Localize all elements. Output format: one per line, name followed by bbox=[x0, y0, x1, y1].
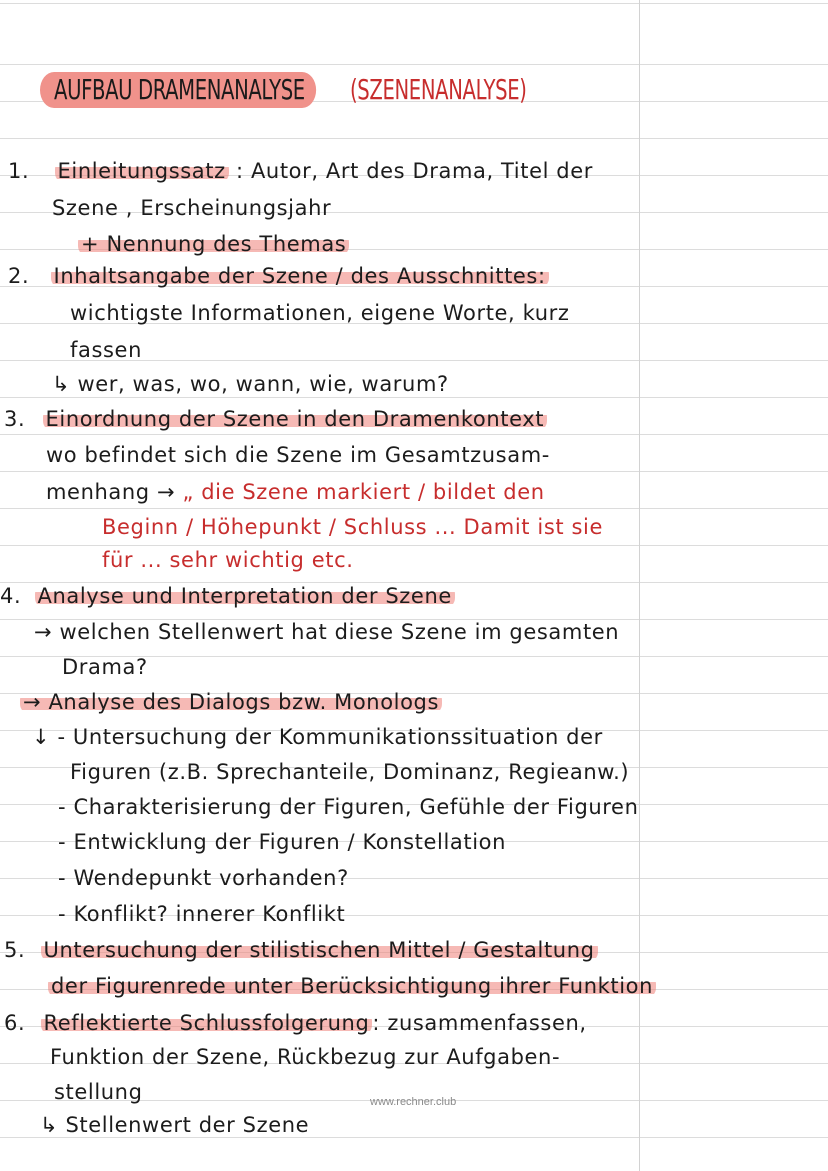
note-line: Drama? bbox=[62, 655, 148, 679]
note-line bbox=[48, 971, 656, 1001]
note-line: fassen bbox=[70, 338, 142, 362]
section-6-heading bbox=[4, 1008, 587, 1038]
note-line: - Charakterisierung der Figuren, Gefühle der Figuren bbox=[58, 795, 639, 819]
section-number: 6. bbox=[4, 1011, 26, 1035]
section-3-heading bbox=[4, 404, 547, 434]
note-line: - Konflikt? innerer Konflikt bbox=[58, 902, 346, 926]
note-line: wo befindet sich die Szene im Gesamtzusam- bbox=[46, 443, 550, 467]
highlight-inhaltsangabe: Inhaltsangabe der Szene / des Ausschnittes: bbox=[51, 264, 549, 288]
note-line: ↓ - Untersuchung der Kommunikationssituation der bbox=[32, 725, 603, 749]
note-line: stellung bbox=[54, 1080, 143, 1104]
section-number: 2. bbox=[8, 264, 30, 288]
note-line: ↳ Stellenwert der Szene bbox=[40, 1113, 310, 1137]
note-text: : Autor, Art des Drama, Titel der bbox=[228, 159, 593, 183]
section-number: 4. bbox=[0, 584, 22, 608]
note-line: - Entwicklung der Figuren / Konstellation bbox=[58, 830, 506, 854]
section-4-heading bbox=[0, 581, 455, 611]
highlight-analyse: Analyse und Interpretation der Szene bbox=[35, 584, 455, 608]
note-line bbox=[46, 477, 545, 507]
note-line: wichtigste Informationen, eigene Worte, kurz bbox=[70, 301, 570, 325]
section-5-heading bbox=[4, 935, 598, 965]
watermark: www.rechner.club bbox=[370, 1096, 457, 1108]
note-line: Szene , Erscheinungsjahr bbox=[52, 196, 332, 220]
note-line: ↳ wer, was, wo, wann, wie, warum? bbox=[52, 372, 449, 396]
section-2-heading bbox=[8, 261, 549, 291]
note-line bbox=[78, 229, 349, 259]
highlight-stilmittel: Untersuchung der stilistischen Mittel / Gestaltung bbox=[41, 938, 598, 962]
highlight-dialog: → Analyse des Dialogs bzw. Monologs bbox=[20, 690, 442, 714]
note-text: : zusammenfassen, bbox=[372, 1011, 587, 1035]
highlight-schlussfolgerung: Reflektierte Schlussfolgerung bbox=[41, 1011, 373, 1035]
page-subtitle: (SZENENANALYSE) bbox=[350, 73, 527, 106]
note-line: Figuren (z.B. Sprechanteile, Dominanz, Regieanw.) bbox=[70, 760, 630, 784]
highlight-dramenkontext: Einordnung der Szene in den Dramenkontext bbox=[43, 407, 548, 431]
highlight-thema: + Nennung des Themas bbox=[78, 232, 349, 256]
note-line: → welchen Stellenwert hat diese Szene im gesamten bbox=[34, 620, 620, 644]
example-phrase: Beginn / Höhepunkt / Schluss ... Damit ist sie bbox=[102, 515, 603, 539]
example-phrase: für ... sehr wichtig etc. bbox=[102, 548, 354, 572]
note-line: - Wendepunkt vorhanden? bbox=[58, 866, 349, 890]
section-number: 5. bbox=[4, 938, 26, 962]
note-line: Funktion der Szene, Rückbezug zur Aufgaben- bbox=[50, 1045, 561, 1069]
highlight-einleitungssatz: Einleitungssatz bbox=[55, 159, 229, 183]
note-line bbox=[20, 687, 442, 717]
note-text: menhang → bbox=[46, 480, 183, 504]
highlight-figurenrede: der Figurenrede unter Berücksichtigung ihrer Funktion bbox=[48, 974, 656, 998]
section-number: 3. bbox=[4, 407, 26, 431]
section-number: 1. bbox=[8, 159, 30, 183]
section-1-heading bbox=[8, 156, 593, 186]
example-phrase: „ die Szene markiert / bildet den bbox=[182, 480, 545, 504]
page-title: AUFBAU DRAMENANALYSE bbox=[40, 72, 316, 108]
